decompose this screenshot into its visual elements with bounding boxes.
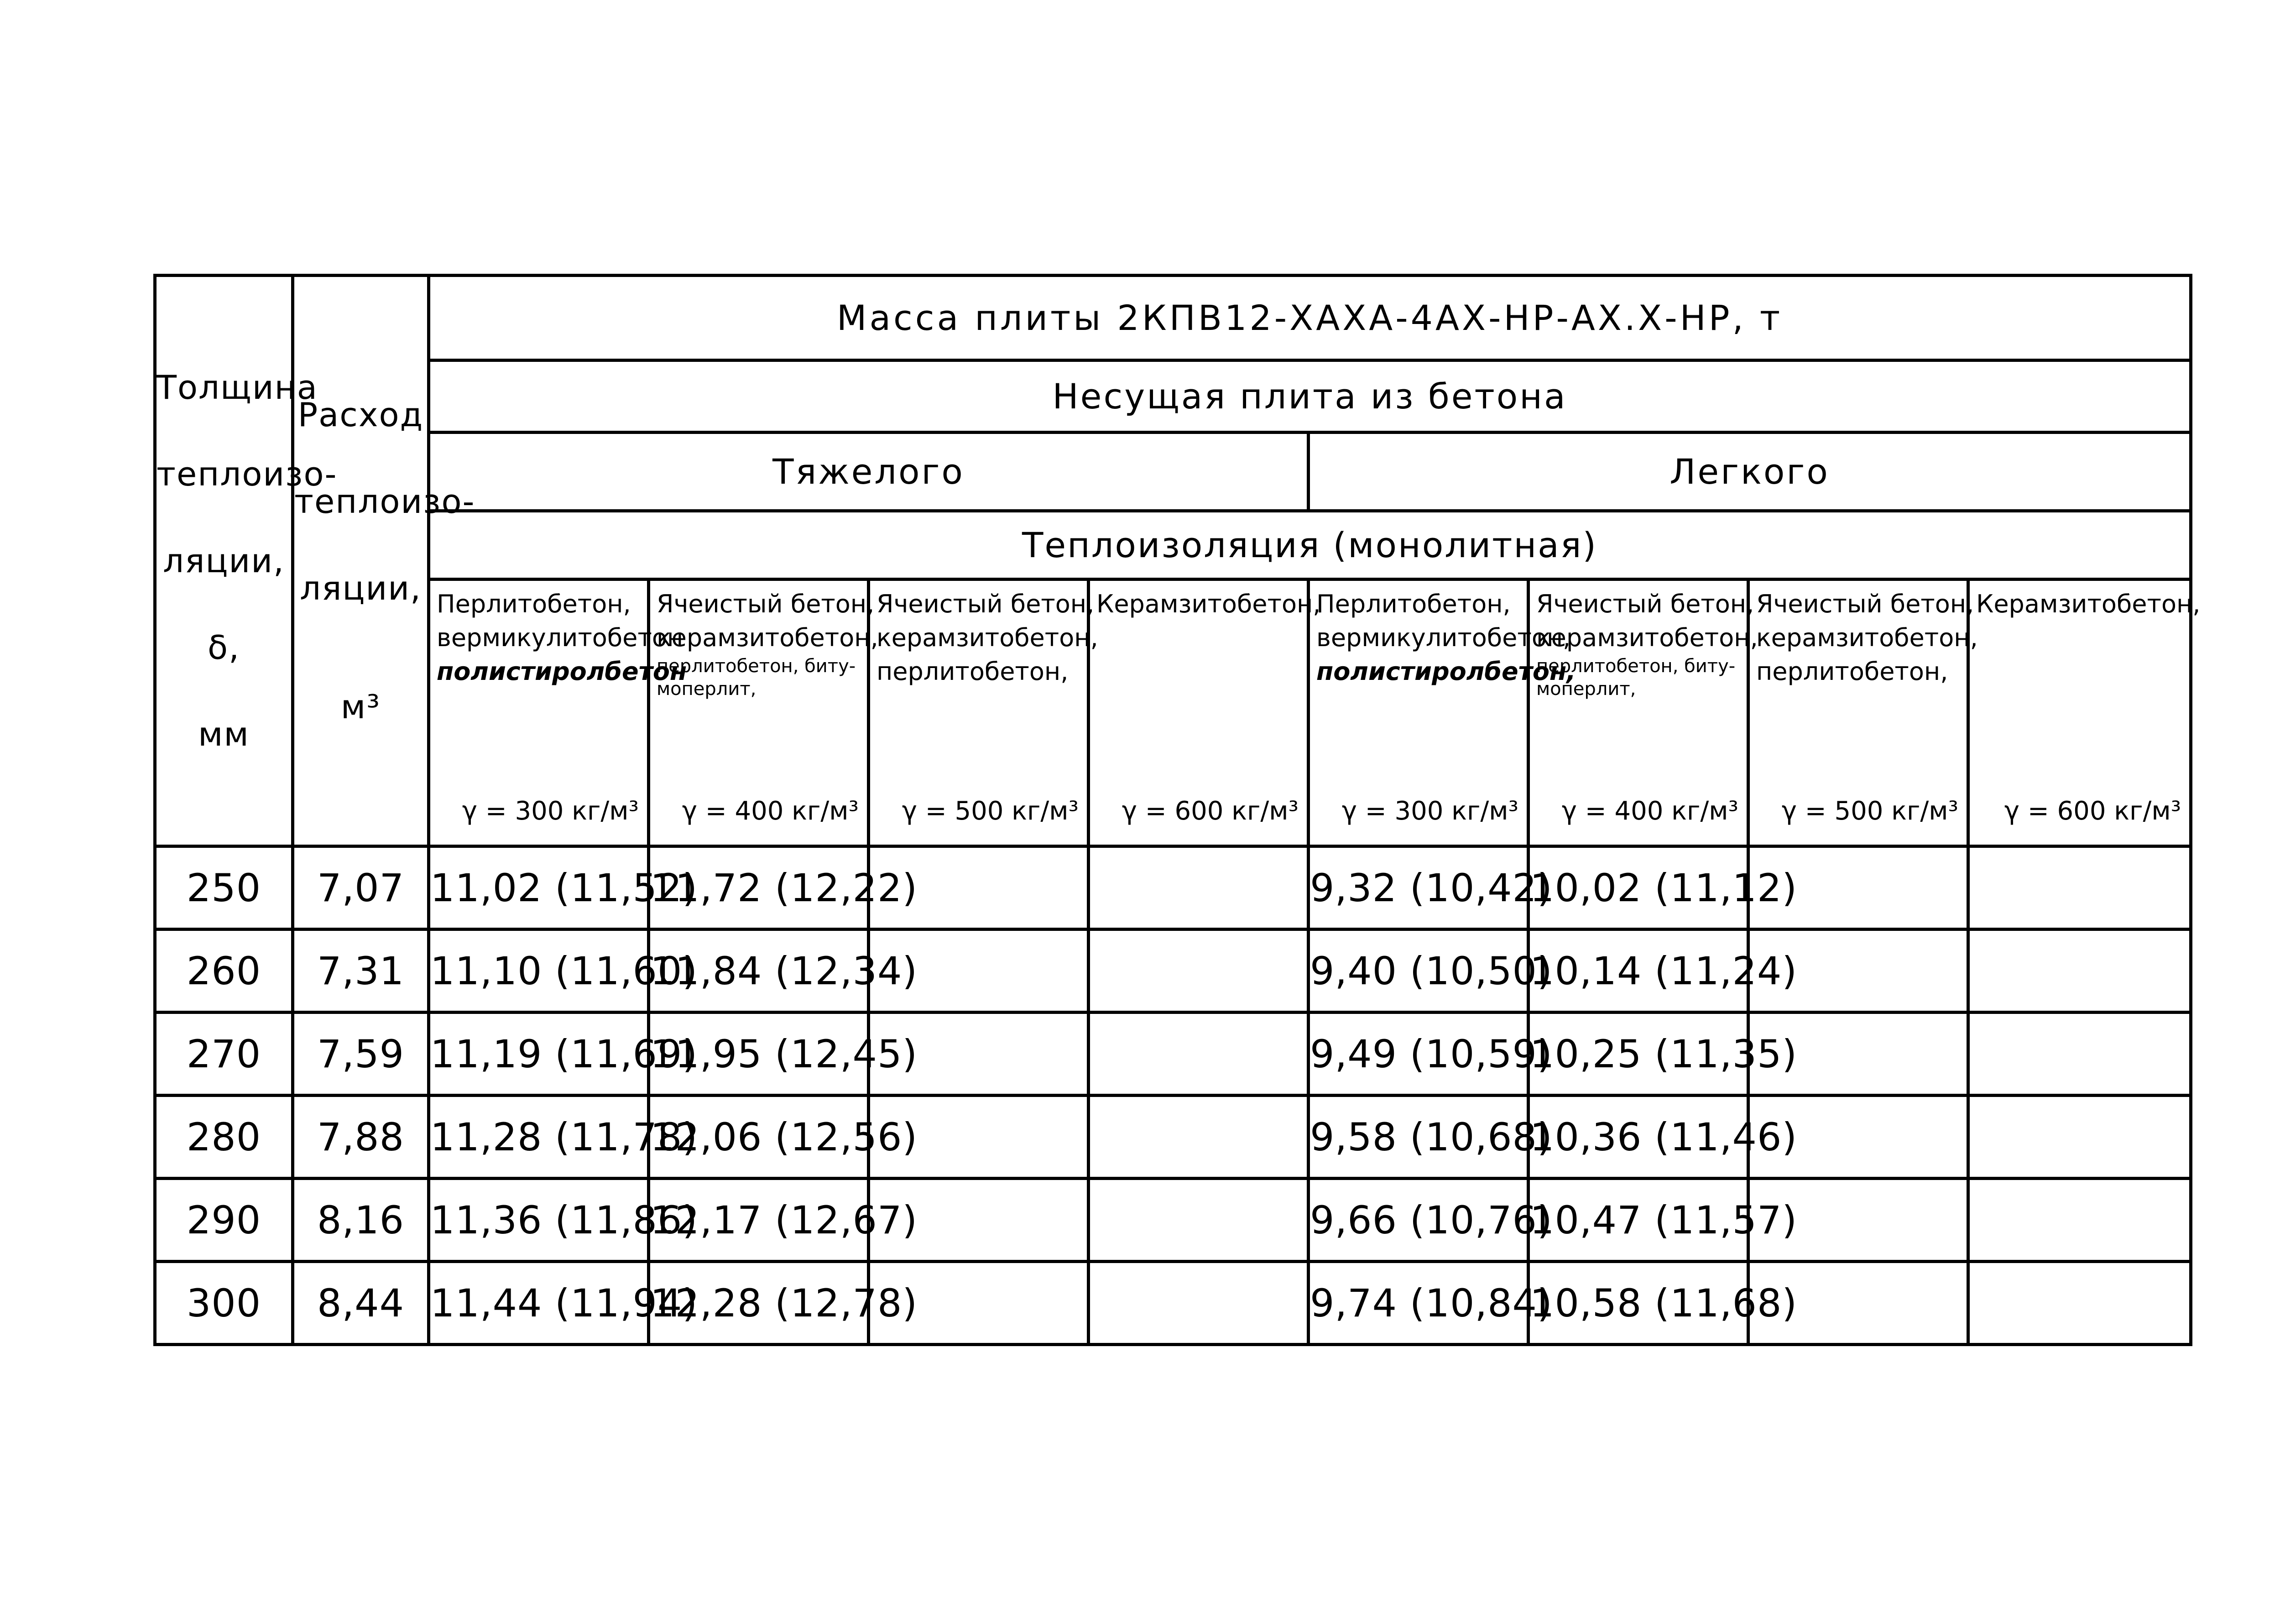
consumption-cell: 7,07 — [293, 846, 429, 929]
table-row — [155, 1262, 2191, 1345]
thickness-header-line: ляции, — [163, 542, 285, 580]
consumption-cell: 7,88 — [293, 1096, 429, 1179]
density-label: γ = 400 кг/м³ — [1561, 796, 1738, 826]
material-line: Ячеистый бетон, — [1536, 590, 1754, 618]
material-header-heavy-400 — [649, 580, 878, 846]
table-row — [155, 1179, 2191, 1262]
material-header-light-600 — [1968, 580, 2201, 846]
thickness-header-line: теплоизо- — [157, 455, 338, 493]
mass-cell: 11,84 (12,34) — [649, 929, 869, 1013]
material-header-light-500 — [1748, 580, 1978, 846]
density-label: γ = 400 кг/м³ — [682, 796, 859, 826]
mass-cell — [1968, 1013, 2191, 1096]
mass-cell: 9,40 (10,50) — [1309, 929, 1529, 1013]
density-label: γ = 600 кг/м³ — [2004, 796, 2181, 826]
thickness-cell: 270 — [155, 1013, 293, 1096]
consumption-cell: 8,44 — [293, 1262, 429, 1345]
consumption-header-line: Расход — [297, 396, 424, 434]
thickness-cell: 260 — [155, 929, 293, 1013]
mass-cell: 9,58 (10,68) — [1309, 1096, 1529, 1179]
mass-cell: 9,66 (10,76) — [1309, 1179, 1529, 1262]
thickness-header-line: δ, — [208, 628, 240, 667]
mass-cell — [1089, 1096, 1309, 1179]
thickness-cell: 300 — [155, 1262, 293, 1345]
thickness-header — [155, 276, 338, 846]
mass-cell — [1968, 1179, 2191, 1262]
carrier-slab-header: Несущая плита из бетона — [429, 360, 2191, 433]
group-light-header: Легкого — [1309, 433, 2191, 511]
mass-cell: 10,25 (11,35) — [1529, 1013, 1748, 1096]
spec-sheet — [153, 274, 2201, 1344]
consumption-cell: 8,16 — [293, 1179, 429, 1262]
mass-cell: 11,19 (11,69) — [429, 1013, 649, 1096]
material-header-heavy-600 — [1089, 580, 1321, 846]
mass-cell: 11,02 (11,52) — [429, 846, 649, 929]
mass-cell — [1968, 1262, 2191, 1345]
mass-cell — [1089, 1179, 1309, 1262]
consumption-header — [293, 276, 475, 846]
material-line: полистиролбетон, — [1316, 657, 1576, 686]
material-line: моперлит, — [1536, 679, 1636, 700]
table-row — [155, 929, 2191, 1013]
mass-cell — [1089, 1262, 1309, 1345]
mass-cell — [1089, 846, 1309, 929]
thickness-cell: 250 — [155, 846, 293, 929]
material-line: Ячеистый бетон, — [1756, 590, 1974, 618]
mass-cell — [1089, 1013, 1309, 1096]
material-line: перлитобетон, — [877, 657, 1069, 686]
material-header-heavy-500 — [869, 580, 1098, 846]
mass-cell: 12,06 (12,56) — [649, 1096, 869, 1179]
mass-cell: 12,28 (12,78) — [649, 1262, 869, 1345]
density-label: γ = 300 кг/м³ — [462, 796, 639, 826]
mass-cell — [1968, 929, 2191, 1013]
material-line: перлитобетон, биту- — [1536, 656, 1736, 677]
mass-cell: 10,58 (11,68) — [1529, 1262, 1748, 1345]
consumption-unit: м³ — [340, 688, 381, 726]
mass-cell: 11,44 (11,94) — [429, 1262, 649, 1345]
mass-cell: 9,49 (10,59) — [1309, 1013, 1529, 1096]
material-line: моперлит, — [657, 679, 757, 700]
material-line: полистиролбетон — [437, 657, 687, 686]
thickness-cell: 290 — [155, 1179, 293, 1262]
thickness-unit: мм — [198, 715, 250, 753]
thickness-cell: 280 — [155, 1096, 293, 1179]
thickness-header-line: Толщина — [157, 368, 318, 407]
mass-cell — [1968, 1096, 2191, 1179]
material-line: Перлитобетон, — [1316, 590, 1511, 618]
consumption-header-line: теплоизо- — [294, 482, 475, 521]
material-header-light-400 — [1529, 580, 1758, 846]
material-header-light-300 — [1309, 580, 1576, 846]
density-label: γ = 300 кг/м³ — [1341, 796, 1518, 826]
mass-cell: 11,28 (11,78) — [429, 1096, 649, 1179]
material-line: керамзитобетон, — [1536, 623, 1758, 652]
table-title: Масса плиты 2КПВ12-ХАХА-4АХ-НР-АХ.Х-НР, т — [429, 276, 2191, 360]
insulation-header: Теплоизоляция (монолитная) — [429, 511, 2191, 580]
material-line: Керамзитобетон, — [1976, 590, 2201, 618]
density-label: γ = 600 кг/м³ — [1122, 796, 1299, 826]
mass-cell — [1968, 846, 2191, 929]
material-line: Ячеистый бетон, — [877, 590, 1095, 618]
material-line: вермикулитобетон, — [1316, 623, 1571, 652]
mass-cell: 10,36 (11,46) — [1529, 1096, 1748, 1179]
material-line: перлитобетон, биту- — [657, 656, 856, 677]
mass-cell: 10,14 (11,24) — [1529, 929, 1748, 1013]
material-line: керамзитобетон, — [657, 623, 878, 652]
mass-cell: 10,47 (11,57) — [1529, 1179, 1748, 1262]
material-line: Керамзитобетон, — [1096, 590, 1321, 618]
density-label: γ = 500 кг/м³ — [902, 796, 1079, 826]
consumption-cell: 7,59 — [293, 1013, 429, 1096]
mass-cell: 9,74 (10,84) — [1309, 1262, 1529, 1345]
mass-cell: 11,10 (11,60) — [429, 929, 649, 1013]
group-heavy-header: Тяжелого — [429, 433, 1309, 511]
consumption-cell: 7,31 — [293, 929, 429, 1013]
mass-cell: 10,02 (11,12) — [1529, 846, 1748, 929]
material-line: перлитобетон, — [1756, 657, 1948, 686]
material-line: вермикулитобетон — [437, 623, 683, 652]
mass-cell: 11,72 (12,22) — [649, 846, 869, 929]
mass-table — [153, 274, 2201, 1346]
mass-cell: 11,95 (12,45) — [649, 1013, 869, 1096]
mass-cell: 12,17 (12,67) — [649, 1179, 869, 1262]
material-line: керамзитобетон, — [1756, 623, 1978, 652]
material-line: керамзитобетон, — [877, 623, 1098, 652]
density-label: γ = 500 кг/м³ — [1781, 796, 1958, 826]
table-row — [155, 1013, 2191, 1096]
mass-cell: 9,32 (10,42) — [1309, 846, 1529, 929]
material-header-heavy-300 — [429, 580, 687, 846]
mass-cell — [1089, 929, 1309, 1013]
material-line: Перлитобетон, — [437, 590, 631, 618]
material-line: Ячеистый бетон, — [657, 590, 875, 618]
consumption-header-line: ляции, — [300, 569, 422, 607]
table-row — [155, 846, 2191, 929]
table-row — [155, 1096, 2191, 1179]
mass-cell: 11,36 (11,86) — [429, 1179, 649, 1262]
